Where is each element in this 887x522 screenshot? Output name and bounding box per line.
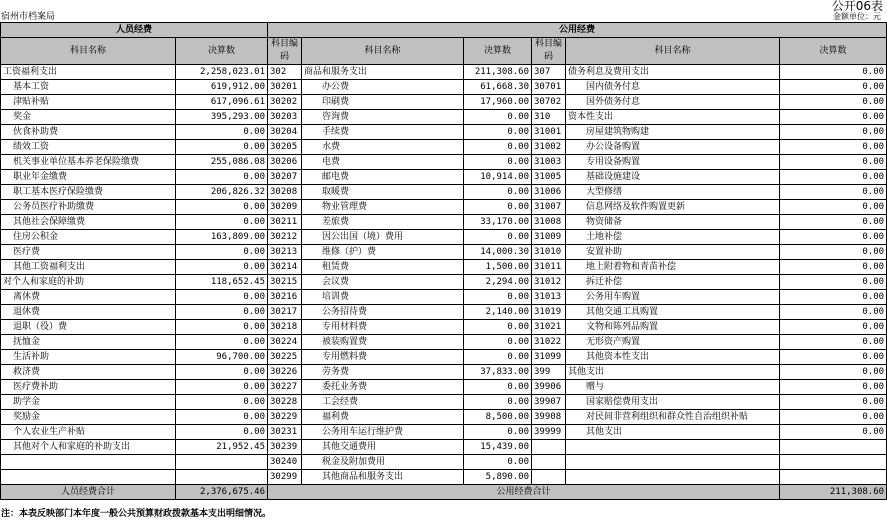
personnel-amount: 118,652.45: [176, 275, 268, 290]
public-amount: 0.00: [780, 380, 887, 395]
personnel-subject-name: 退职（役）费: [1, 320, 176, 335]
public-subject-name: 其他商品和服务支出: [302, 470, 464, 485]
personnel-subject-name: 基本工资: [1, 80, 176, 95]
public-subject-code: 307: [532, 65, 566, 80]
public-amount: 0.00: [464, 350, 532, 365]
personnel-amount: 0.00: [176, 260, 268, 275]
public-amount: 5,890.00: [464, 470, 532, 485]
personnel-section-title: 人员经费: [1, 23, 268, 38]
public-subject-code: 31011: [532, 260, 566, 275]
personnel-amount: 0.00: [176, 335, 268, 350]
table-row: [1, 335, 887, 350]
col-subject-code: 科目编码: [532, 38, 566, 65]
personnel-amount: 619,912.00: [176, 80, 268, 95]
personnel-total-amount: 2,376,675.46: [176, 485, 268, 500]
public-subject-name: 培训费: [302, 290, 464, 305]
personnel-amount: 96,700.00: [176, 350, 268, 365]
personnel-amount: 0.00: [176, 425, 268, 440]
public-amount: 2,140.00: [464, 305, 532, 320]
public-subject-name: 租赁费: [302, 260, 464, 275]
public-amount: 0.00: [780, 275, 887, 290]
personnel-subject-name: 公务员医疗补助缴费: [1, 200, 176, 215]
personnel-amount: 0.00: [176, 140, 268, 155]
public-subject-code: 30702: [532, 95, 566, 110]
public-amount: 211,308.60: [464, 65, 532, 80]
personnel-amount: 163,809.00: [176, 230, 268, 245]
table-row: [1, 305, 887, 320]
table-row: [1, 80, 887, 95]
col-amount: 决算数: [780, 38, 887, 65]
public-section-title: 公用经费: [268, 23, 887, 38]
public-subject-name: 其他支出: [566, 425, 780, 440]
table-row: [1, 290, 887, 305]
personnel-subject-name: [1, 455, 176, 470]
public-amount: 0.00: [780, 215, 887, 230]
table-row: [1, 395, 887, 410]
public-subject-code: [532, 455, 566, 470]
personnel-amount: 0.00: [176, 320, 268, 335]
table-row: [1, 365, 887, 380]
personnel-amount: 0.00: [176, 380, 268, 395]
table-row: [1, 275, 887, 290]
public-subject-code: 31002: [532, 140, 566, 155]
personnel-subject-name: 抚恤金: [1, 335, 176, 350]
public-amount: 0.00: [464, 425, 532, 440]
public-subject-code: 30206: [268, 155, 302, 170]
public-amount: 0.00: [780, 80, 887, 95]
table-row: [1, 260, 887, 275]
public-subject-name: [566, 440, 780, 455]
personnel-amount: 0.00: [176, 410, 268, 425]
public-subject-name: 商品和服务支出: [302, 65, 464, 80]
public-amount: [780, 440, 887, 455]
public-subject-name: 对民间非营利组织和群众性自治组织补贴: [566, 410, 780, 425]
public-amount: 0.00: [464, 290, 532, 305]
personnel-total-label: 人员经费合计: [1, 485, 176, 500]
public-subject-name: 委托业务费: [302, 380, 464, 395]
public-subject-code: 30701: [532, 80, 566, 95]
public-subject-name: [566, 470, 780, 485]
public-subject-name: 房屋建筑物购建: [566, 125, 780, 140]
public-amount: 17,960.00: [464, 95, 532, 110]
personnel-amount: 395,293.00: [176, 110, 268, 125]
public-subject-code: 31007: [532, 200, 566, 215]
table-row: [1, 125, 887, 140]
public-amount: 37,833.00: [464, 365, 532, 380]
col-subject-name: 科目名称: [302, 38, 464, 65]
personnel-subject-name: 绩效工资: [1, 140, 176, 155]
personnel-subject-name: 奖金: [1, 110, 176, 125]
public-subject-name: 专用设备购置: [566, 155, 780, 170]
public-subject-code: 31010: [532, 245, 566, 260]
public-subject-code: 31008: [532, 215, 566, 230]
public-amount: 0.00: [464, 380, 532, 395]
public-subject-name: 信息网络及软件购置更新: [566, 200, 780, 215]
public-subject-name: 专用燃料费: [302, 350, 464, 365]
col-amount: 决算数: [464, 38, 532, 65]
public-amount: 10,914.00: [464, 170, 532, 185]
public-subject-name: 劳务费: [302, 365, 464, 380]
public-subject-name: 物业管理费: [302, 200, 464, 215]
totals-row: [1, 485, 887, 500]
personnel-subject-name: [1, 470, 176, 485]
table-row: [1, 455, 887, 470]
table-body: [1, 23, 887, 485]
public-amount: 0.00: [780, 410, 887, 425]
personnel-subject-name: 住房公积金: [1, 230, 176, 245]
public-subject-name: 其他交通工具购置: [566, 305, 780, 320]
table-row: [1, 140, 887, 155]
public-amount: 0.00: [464, 320, 532, 335]
table-row: [1, 230, 887, 245]
public-subject-name: 咨询费: [302, 110, 464, 125]
public-subject-name: 其他支出: [566, 365, 780, 380]
public-subject-name: 基础设施建设: [566, 170, 780, 185]
public-subject-name: 差旅费: [302, 215, 464, 230]
personnel-subject-name: 生活补助: [1, 350, 176, 365]
table-row: [1, 350, 887, 365]
public-subject-code: 31019: [532, 305, 566, 320]
personnel-subject-name: 工资福利支出: [1, 65, 176, 80]
table-row: [1, 170, 887, 185]
public-subject-name: 税金及附加费用: [302, 455, 464, 470]
public-subject-name: 取暖费: [302, 185, 464, 200]
personnel-amount: [176, 470, 268, 485]
public-amount: 0.00: [464, 185, 532, 200]
public-amount: 14,000.30: [464, 245, 532, 260]
personnel-amount: 2,258,023.01: [176, 65, 268, 80]
public-subject-name: 国内债务付息: [566, 80, 780, 95]
public-subject-code: 30218: [268, 320, 302, 335]
public-subject-name: 邮电费: [302, 170, 464, 185]
col-subject-name: 科目名称: [1, 38, 176, 65]
public-subject-name: 公务用车运行维护费: [302, 425, 464, 440]
public-subject-name: 公务用车购置: [566, 290, 780, 305]
public-subject-name: 专用材料费: [302, 320, 464, 335]
public-subject-name: 因公出国（境）费用: [302, 230, 464, 245]
public-amount: 0.00: [464, 395, 532, 410]
public-total-amount: 211,308.60: [780, 485, 887, 500]
public-subject-code: [532, 470, 566, 485]
public-subject-name: 水费: [302, 140, 464, 155]
public-subject-name: 国外债务付息: [566, 95, 780, 110]
personnel-amount: 617,096.61: [176, 95, 268, 110]
public-subject-code: 310: [532, 110, 566, 125]
public-amount: 33,170.00: [464, 215, 532, 230]
public-subject-code: 30224: [268, 335, 302, 350]
public-subject-name: 赠与: [566, 380, 780, 395]
public-subject-code: 30203: [268, 110, 302, 125]
public-amount: 0.00: [780, 290, 887, 305]
public-subject-name: 资本性支出: [566, 110, 780, 125]
personnel-amount: 0.00: [176, 395, 268, 410]
public-subject-code: 30211: [268, 215, 302, 230]
public-amount: 61,668.30: [464, 80, 532, 95]
personnel-subject-name: 机关事业单位基本养老保险缴费: [1, 155, 176, 170]
personnel-amount: 0.00: [176, 245, 268, 260]
public-subject-code: 31013: [532, 290, 566, 305]
col-subject-name: 科目名称: [566, 38, 780, 65]
currency-note: 金额单位：元: [833, 12, 881, 21]
public-subject-code: 30217: [268, 305, 302, 320]
personnel-subject-name: 职工基本医疗保险缴费: [1, 185, 176, 200]
public-subject-code: 30201: [268, 80, 302, 95]
public-subject-code: 30240: [268, 455, 302, 470]
public-subject-name: 公务招待费: [302, 305, 464, 320]
public-subject-code: 30207: [268, 170, 302, 185]
public-subject-name: 大型修缮: [566, 185, 780, 200]
col-amount: 决算数: [176, 38, 268, 65]
public-subject-name: 印刷费: [302, 95, 464, 110]
public-subject-code: 30239: [268, 440, 302, 455]
public-subject-code: 39906: [532, 380, 566, 395]
public-subject-code: 30299: [268, 470, 302, 485]
public-subject-code: 39907: [532, 395, 566, 410]
public-amount: 8,500.00: [464, 410, 532, 425]
public-subject-name: 福利费: [302, 410, 464, 425]
public-amount: 0.00: [780, 95, 887, 110]
public-subject-name: 办公费: [302, 80, 464, 95]
personnel-amount: 206,826.32: [176, 185, 268, 200]
public-amount: 0.00: [780, 395, 887, 410]
public-subject-name: 被装购置费: [302, 335, 464, 350]
personnel-subject-name: 医疗费补助: [1, 380, 176, 395]
unit-name: 宿州市档案局: [1, 12, 56, 22]
public-amount: 0.00: [780, 230, 887, 245]
personnel-amount: 0.00: [176, 215, 268, 230]
public-subject-name: 安置补助: [566, 245, 780, 260]
personnel-subject-name: 医疗费: [1, 245, 176, 260]
public-amount: 0.00: [780, 170, 887, 185]
column-header-row: [1, 38, 887, 65]
public-amount: 0.00: [780, 200, 887, 215]
public-amount: [780, 455, 887, 470]
form-id: 公开06表: [831, 0, 883, 13]
personnel-subject-name: 其他对个人和家庭的补助支出: [1, 440, 176, 455]
public-subject-code: 31006: [532, 185, 566, 200]
personnel-amount: 0.00: [176, 200, 268, 215]
public-subject-code: 39999: [532, 425, 566, 440]
table-row: [1, 380, 887, 395]
public-subject-name: 债务利息及费用支出: [566, 65, 780, 80]
public-subject-code: 30213: [268, 245, 302, 260]
personnel-subject-name: 其他工资福利支出: [1, 260, 176, 275]
public-amount: 0.00: [464, 335, 532, 350]
public-amount: 2,294.00: [464, 275, 532, 290]
table-row: [1, 410, 887, 425]
public-subject-name: 物资储备: [566, 215, 780, 230]
public-subject-code: 31005: [532, 170, 566, 185]
public-subject-name: 拆迁补偿: [566, 275, 780, 290]
public-amount: 0.00: [780, 245, 887, 260]
table-row: [1, 200, 887, 215]
table-row: [1, 320, 887, 335]
public-subject-code: 30202: [268, 95, 302, 110]
table-row: [1, 215, 887, 230]
public-amount: 0.00: [464, 125, 532, 140]
public-subject-name: 维修（护）费: [302, 245, 464, 260]
public-subject-code: 31022: [532, 335, 566, 350]
section-header-row: [1, 23, 887, 38]
public-amount: 0.00: [464, 455, 532, 470]
public-subject-code: 30208: [268, 185, 302, 200]
public-amount: 15,439.00: [464, 440, 532, 455]
public-subject-code: [532, 440, 566, 455]
table-row: [1, 425, 887, 440]
table-row: [1, 155, 887, 170]
expense-table: [0, 22, 887, 500]
public-subject-code: 30209: [268, 200, 302, 215]
table-row: [1, 440, 887, 455]
public-subject-name: 办公设备购置: [566, 140, 780, 155]
public-subject-code: 30212: [268, 230, 302, 245]
public-subject-name: 电费: [302, 155, 464, 170]
public-amount: 0.00: [464, 230, 532, 245]
public-subject-code: 30214: [268, 260, 302, 275]
public-subject-code: 302: [268, 65, 302, 80]
public-subject-name: [566, 455, 780, 470]
public-subject-code: 30229: [268, 410, 302, 425]
personnel-amount: 255,086.08: [176, 155, 268, 170]
public-amount: 0.00: [780, 320, 887, 335]
public-subject-code: 399: [532, 365, 566, 380]
public-amount: 0.00: [464, 155, 532, 170]
public-amount: 0.00: [780, 365, 887, 380]
public-subject-name: 工会经费: [302, 395, 464, 410]
personnel-amount: 0.00: [176, 365, 268, 380]
personnel-subject-name: 其他社会保障缴费: [1, 215, 176, 230]
public-subject-code: 31003: [532, 155, 566, 170]
public-amount: 0.00: [464, 200, 532, 215]
public-subject-code: 30228: [268, 395, 302, 410]
table-row: [1, 470, 887, 485]
col-subject-code: 科目编码: [268, 38, 302, 65]
public-subject-code: 31009: [532, 230, 566, 245]
personnel-subject-name: 个人农业生产补贴: [1, 425, 176, 440]
public-amount: 0.00: [780, 65, 887, 80]
public-subject-name: 无形资产购置: [566, 335, 780, 350]
personnel-subject-name: 职业年金缴费: [1, 170, 176, 185]
public-amount: 0.00: [780, 185, 887, 200]
public-subject-code: 39908: [532, 410, 566, 425]
public-subject-name: 手续费: [302, 125, 464, 140]
public-subject-code: 30204: [268, 125, 302, 140]
public-amount: 0.00: [780, 155, 887, 170]
personnel-amount: 0.00: [176, 305, 268, 320]
public-amount: 0.00: [780, 110, 887, 125]
personnel-amount: 21,952.45: [176, 440, 268, 455]
personnel-subject-name: 助学金: [1, 395, 176, 410]
personnel-subject-name: 救济费: [1, 365, 176, 380]
personnel-subject-name: 津贴补贴: [1, 95, 176, 110]
public-subject-code: 31099: [532, 350, 566, 365]
public-subject-code: 31001: [532, 125, 566, 140]
public-subject-name: 会议费: [302, 275, 464, 290]
personnel-amount: 0.00: [176, 125, 268, 140]
personnel-amount: [176, 455, 268, 470]
public-subject-name: 其他资本性支出: [566, 350, 780, 365]
personnel-subject-name: 退休费: [1, 305, 176, 320]
public-subject-code: 30225: [268, 350, 302, 365]
table-row: [1, 245, 887, 260]
public-subject-name: 文物和陈列品购置: [566, 320, 780, 335]
public-subject-code: 30226: [268, 365, 302, 380]
personnel-subject-name: 奖励金: [1, 410, 176, 425]
personnel-amount: 0.00: [176, 290, 268, 305]
public-amount: [780, 470, 887, 485]
table-row: [1, 185, 887, 200]
public-amount: 0.00: [780, 260, 887, 275]
table-row: [1, 110, 887, 125]
public-subject-code: 30215: [268, 275, 302, 290]
personnel-amount: 0.00: [176, 170, 268, 185]
public-subject-code: 30216: [268, 290, 302, 305]
public-subject-code: 30205: [268, 140, 302, 155]
public-amount: 0.00: [780, 335, 887, 350]
personnel-subject-name: 伙食补助费: [1, 125, 176, 140]
public-amount: 1,500.00: [464, 260, 532, 275]
public-subject-name: 地上附着物和青苗补偿: [566, 260, 780, 275]
public-subject-code: 31012: [532, 275, 566, 290]
public-amount: 0.00: [780, 305, 887, 320]
public-amount: 0.00: [780, 140, 887, 155]
public-subject-name: 其他交通费用: [302, 440, 464, 455]
footnote: 注：本表反映部门本年度一般公共预算财政拨款基本支出明细情况。: [1, 509, 272, 519]
public-subject-code: 31021: [532, 320, 566, 335]
personnel-subject-name: 离休费: [1, 290, 176, 305]
public-amount: 0.00: [780, 425, 887, 440]
table-row: [1, 65, 887, 80]
personnel-subject-name: 对个人和家庭的补助: [1, 275, 176, 290]
public-amount: 0.00: [780, 350, 887, 365]
public-amount: 0.00: [464, 140, 532, 155]
public-total-label: 公用经费合计: [268, 485, 780, 500]
public-amount: 0.00: [464, 110, 532, 125]
public-subject-name: 土地补偿: [566, 230, 780, 245]
public-subject-code: 30227: [268, 380, 302, 395]
public-amount: 0.00: [780, 125, 887, 140]
public-subject-code: 30231: [268, 425, 302, 440]
table-row: [1, 95, 887, 110]
public-subject-name: 国家赔偿费用支出: [566, 395, 780, 410]
